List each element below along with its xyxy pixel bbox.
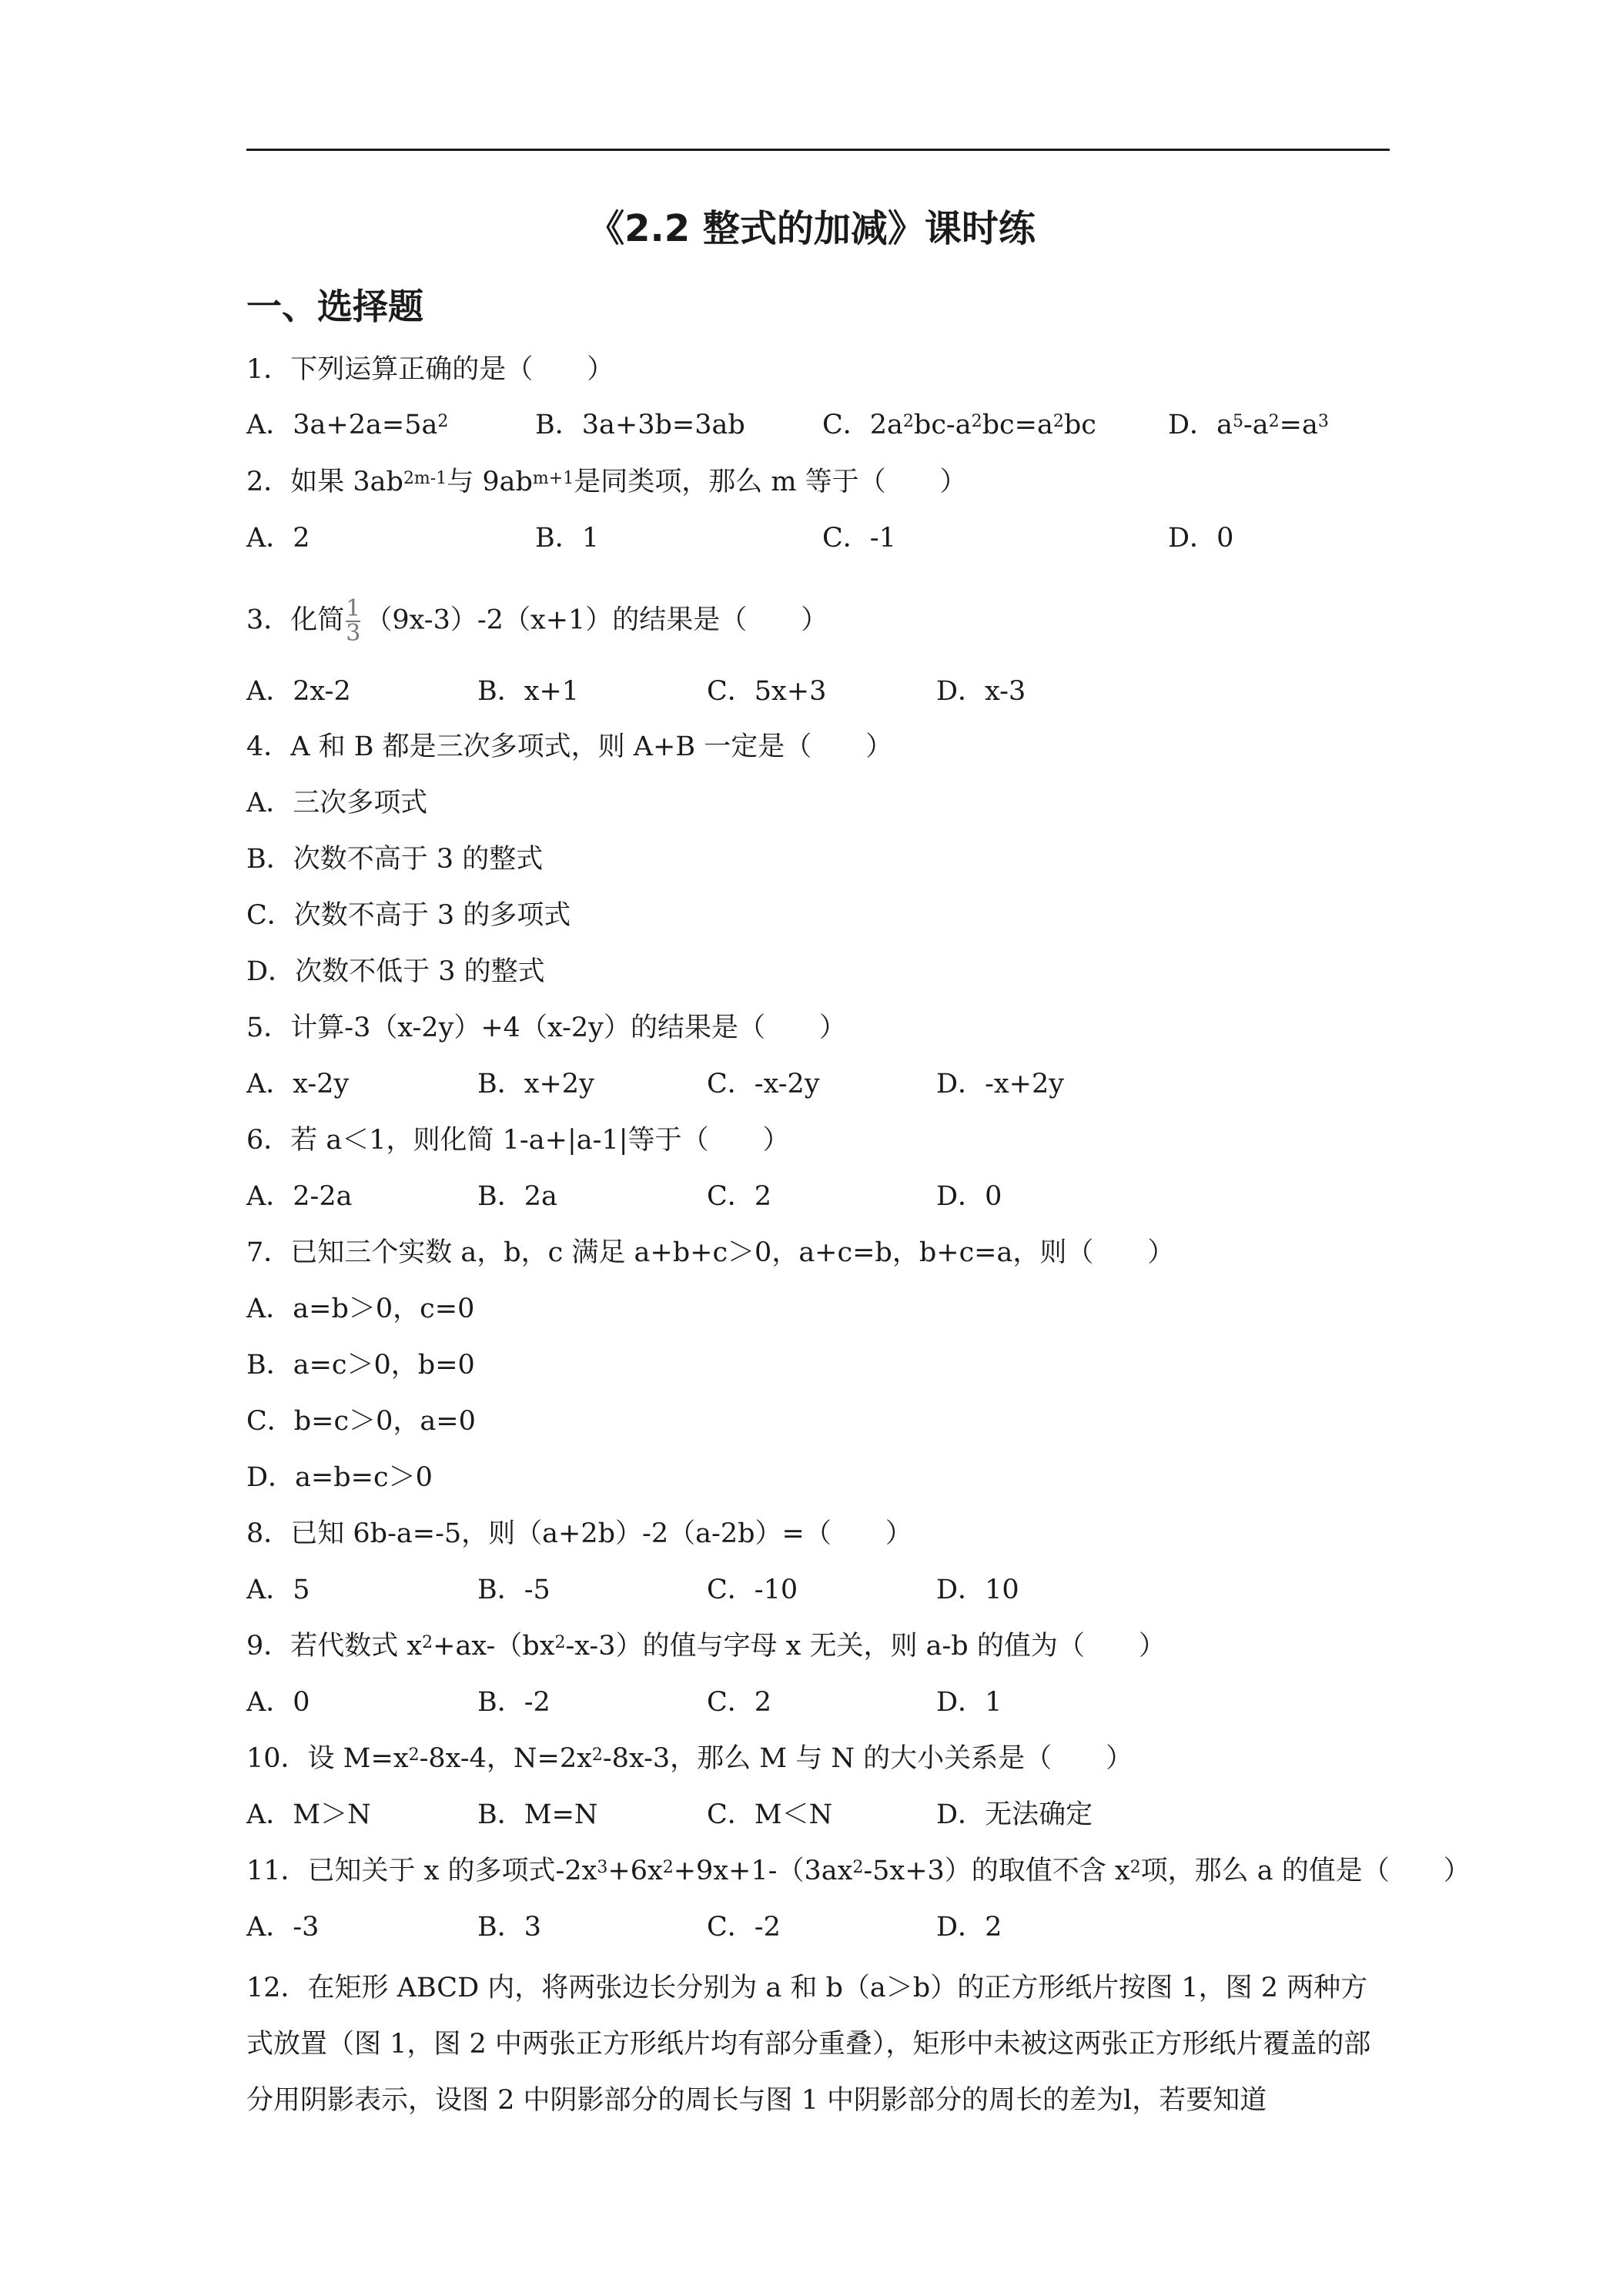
- question-3-option-d: D．x-3: [936, 676, 1026, 707]
- question-9-option-c: C．2: [707, 1687, 772, 1718]
- question-8-option-d: D．10: [936, 1575, 1019, 1605]
- question-3-option-c: C．5x+3: [707, 676, 827, 707]
- question-11-option-c: C．-2: [707, 1912, 781, 1943]
- question-1-option-a: A．$3a+2a=5a^2$: [246, 410, 449, 440]
- question-6-option-c: C．2: [707, 1181, 772, 1212]
- question-9-option-a: A．0: [246, 1687, 310, 1718]
- question-2-option-b: B．1: [535, 523, 600, 554]
- question-3-option-b: B．x+1: [477, 676, 580, 707]
- question-9-option-d: D．1: [936, 1687, 1002, 1718]
- question-10-stem: 10．设 $M=x^2-8x-4$，$N=2x^2-8x-3$，那么 M 与 N 的大小关系是（ ）: [246, 1743, 1133, 1774]
- question-5-stem: 5．计算-3（x-2y）+4（x-2y）的结果是（ ）: [246, 1012, 846, 1043]
- question-12-stem: 12．在矩形 ABCD 内，将两张边长分别为 a 和 b（a＞b）的正方形纸片按图 1，图 2 两种方式放置（图 1，图 2 中两张正方形纸片均有部分重叠），矩形中未被这两张正方形纸片覆盖的部分用阴影表示，设图 2 中阴影部分的周长与图 1 中阴影部分的周长的差为l，若要知道: [246, 1973, 1371, 2116]
- question-8-stem: 8．已知 6b-a=-5，则（a+2b）-2（a-2b）=（ ）: [246, 1518, 912, 1549]
- question-3-stem: 3．化简 $\frac{1}{3}$ （9x-3）-2（x+1）的结果是（ ）: [246, 595, 828, 647]
- question-11-option-b: B．3: [477, 1912, 542, 1943]
- question-6-option-d: D．0: [936, 1181, 1002, 1212]
- question-7-option-a: A．a=b＞0，c=0: [246, 1294, 475, 1324]
- question-11-option-a: A．-3: [246, 1912, 320, 1943]
- question-11-option-d: D．2: [936, 1912, 1002, 1943]
- question-10-option-d: D．无法确定: [936, 1799, 1093, 1830]
- question-4-stem: 4．A 和 B 都是三次多项式，则 A+B 一定是（ ）: [246, 731, 893, 762]
- question-5-option-a: A．x-2y: [246, 1069, 350, 1099]
- fraction-one-third: $\frac{1}{3}$: [346, 595, 361, 647]
- question-1-option-c: C．$2a^2bc-a^2bc=a^2bc$: [822, 410, 1096, 440]
- question-3-option-a: A．2x-2: [246, 676, 351, 707]
- question-7-option-c: C．b=c＞0，a=0: [246, 1406, 476, 1437]
- question-2-stem: 2．如果 $3ab^{2m-1}$与 $9ab^{m+1}$是同类项，那么 m 等于（ ）: [246, 467, 967, 497]
- question-9-option-b: B．-2: [477, 1687, 550, 1718]
- question-9-stem: 9．若代数式 $x^2+ax-(bx^2-x-3)$的值与字母 x 无关，则 a-b 的值为（ ）: [246, 1631, 1166, 1662]
- question-10-option-b: B．M=N: [477, 1799, 598, 1830]
- question-10-option-a: A．M＞N: [246, 1799, 371, 1830]
- question-1-option-d: D．$a^5-a^2=a^3$: [1168, 410, 1329, 440]
- question-7-option-d: D．a=b=c＞0: [246, 1462, 433, 1493]
- question-1-option-b: B．3a+3b=3ab: [535, 410, 745, 440]
- question-4-option-c: C．次数不高于 3 的多项式: [246, 900, 571, 931]
- question-11-stem: 11．已知关于 x 的多项式$-2x^3+6x^2+9x+1-(3ax^2-5x+3)$的取值不含 $x^2$项，那么 a 的值是（ ）: [246, 1856, 1471, 1886]
- header-rule: [246, 149, 1390, 151]
- question-2-option-c: C．-1: [822, 523, 896, 554]
- question-8-option-a: A．5: [246, 1575, 310, 1605]
- question-7-option-b: B．a=c＞0，b=0: [246, 1350, 475, 1381]
- question-6-option-b: B．2a: [477, 1181, 557, 1212]
- question-4-option-a: A．三次多项式: [246, 788, 428, 818]
- question-10-option-c: C．M＜N: [707, 1799, 833, 1830]
- section-heading: 一、选择题: [246, 286, 423, 327]
- question-6-option-a: A．2-2a: [246, 1181, 353, 1212]
- question-2-option-d: D．0: [1168, 523, 1234, 554]
- page-title: 《2.2 整式的加减》课时练: [587, 207, 1036, 250]
- question-2-option-a: A．2: [246, 523, 310, 554]
- question-8-option-b: B．-5: [477, 1575, 550, 1605]
- question-5-option-c: C．-x-2y: [707, 1069, 820, 1099]
- question-5-option-b: B．x+2y: [477, 1069, 594, 1099]
- question-7-stem: 7．已知三个实数 a，b，c 满足 a+b+c＞0，a+c=b，b+c=a，则（ ）: [246, 1237, 1175, 1268]
- question-5-option-d: D．-x+2y: [936, 1069, 1064, 1099]
- question-1-stem: 1．下列运算正确的是（ ）: [246, 354, 614, 385]
- question-4-option-b: B．次数不高于 3 的整式: [246, 844, 544, 875]
- question-4-option-d: D．次数不低于 3 的整式: [246, 956, 545, 987]
- question-8-option-c: C．-10: [707, 1575, 798, 1605]
- question-6-stem: 6．若 a＜1，则化简 1-a+|a-1|等于（ ）: [246, 1125, 790, 1156]
